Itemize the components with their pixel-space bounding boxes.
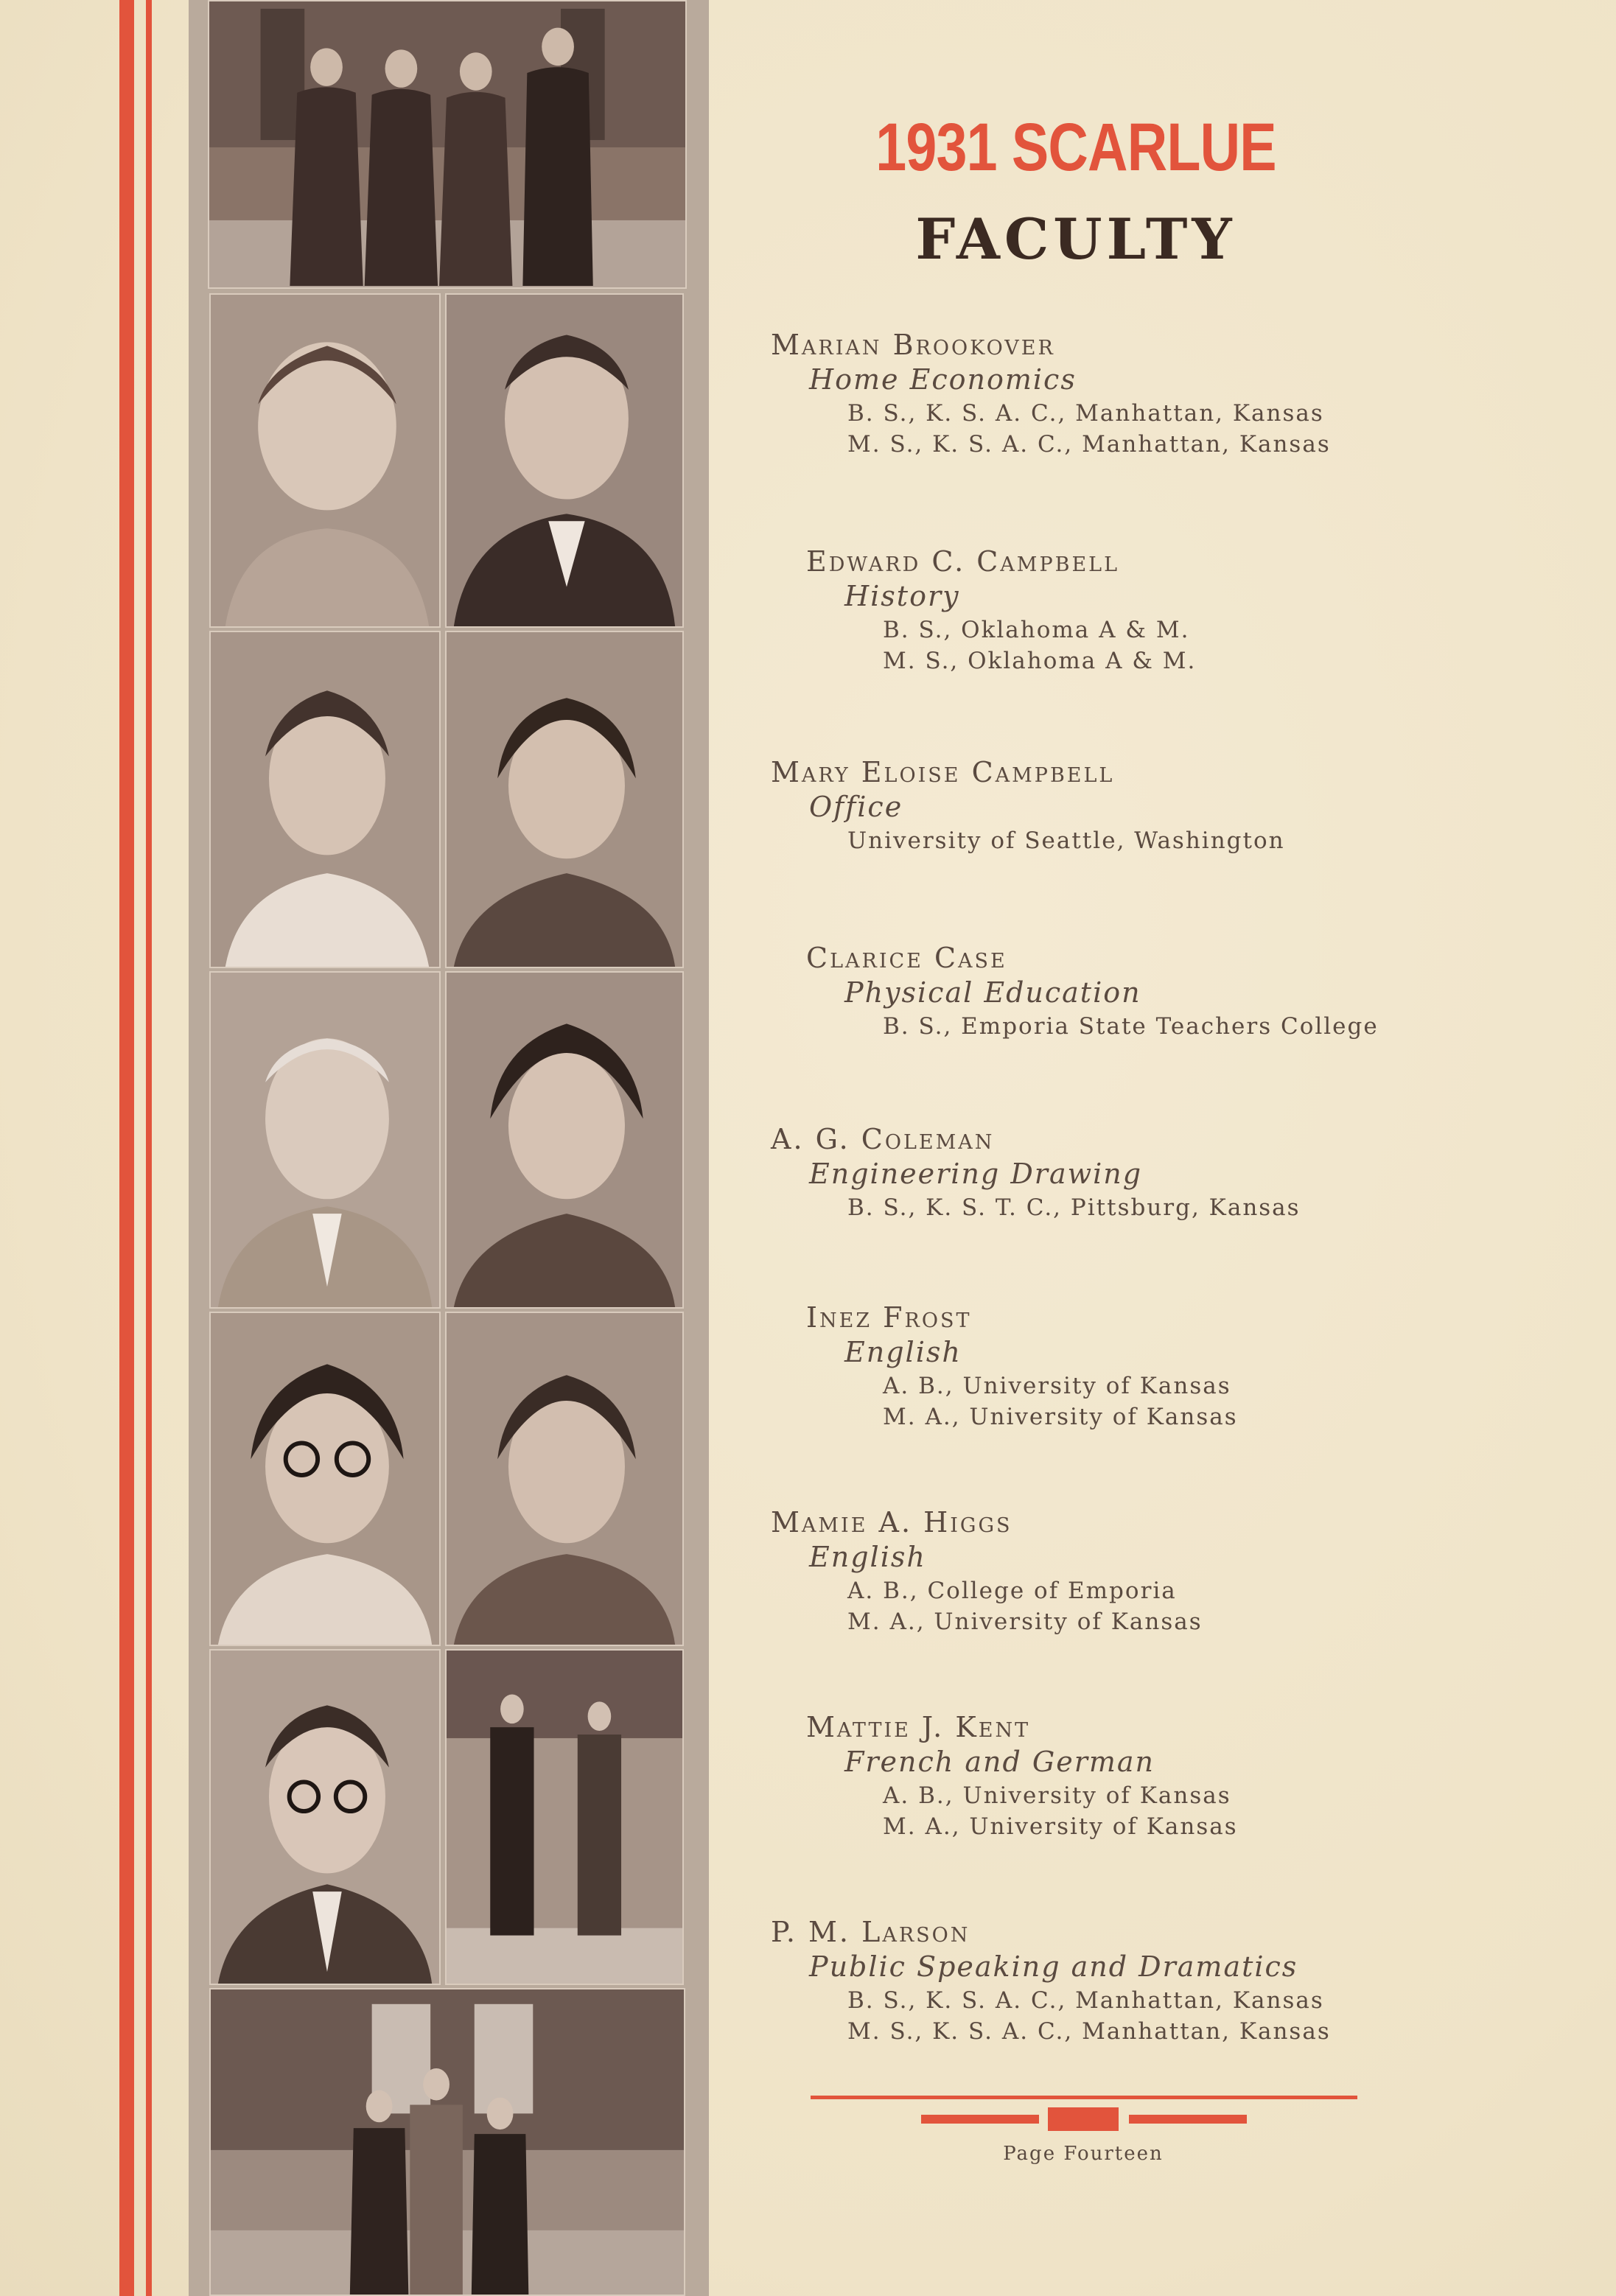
faculty-degree: University of Seattle, Washington <box>847 827 1285 854</box>
faculty-name: Inez Frost <box>806 1301 972 1334</box>
faculty-entry <box>771 1916 1331 2047</box>
faculty-name: Marian Brookover <box>771 329 1055 361</box>
faculty-entry <box>806 942 1379 1042</box>
faculty-subject: Engineering Drawing <box>809 1158 1143 1190</box>
group-photo-top <box>208 0 687 289</box>
faculty-name: Clarice Case <box>806 942 1007 974</box>
faculty-subject: Physical Education <box>844 976 1141 1009</box>
faculty-entry <box>771 1506 1203 1637</box>
portrait-larson <box>209 1649 441 1985</box>
section-title: FACULTY <box>915 206 1237 272</box>
pair-photo <box>445 1649 684 1985</box>
red-stripe-thin <box>146 0 152 2296</box>
faculty-name: P. M. Larson <box>771 1916 970 1948</box>
faculty-degree: M. S., Oklahoma A & M. <box>883 648 1197 674</box>
photo-column <box>189 0 709 2296</box>
faculty-entry <box>806 545 1196 676</box>
faculty-subject: History <box>844 580 960 612</box>
portrait-e-campbell <box>445 293 684 628</box>
faculty-subject: English <box>844 1336 962 1368</box>
faculty-degree: B. S., Emporia State Teachers College <box>883 1013 1379 1040</box>
faculty-subject: English <box>809 1541 926 1573</box>
faculty-degree: B. S., K. S. A. C., Manhattan, Kansas <box>847 1987 1324 2014</box>
footer-rule <box>811 2096 1357 2099</box>
yearbook-title: 1931 SCARLUE <box>875 110 1276 185</box>
faculty-degree: B. S., Oklahoma A & M. <box>883 617 1190 643</box>
portrait-case <box>445 631 684 968</box>
footer-ornament-center <box>1048 2107 1119 2131</box>
faculty-entry <box>806 1301 1238 1432</box>
faculty-degree: A. B., College of Emporia <box>847 1578 1177 1604</box>
faculty-degree: M. A., University of Kansas <box>883 1813 1238 1840</box>
portrait-frost <box>445 971 684 1309</box>
faculty-name: Edward C. Campbell <box>806 545 1120 578</box>
faculty-degree: M. A., University of Kansas <box>883 1404 1238 1430</box>
portrait-higgs <box>209 1312 441 1646</box>
faculty-entry <box>771 329 1331 460</box>
faculty-subject: Home Economics <box>809 363 1077 396</box>
faculty-name: A. G. Coleman <box>771 1123 995 1155</box>
red-stripe-thick <box>119 0 134 2296</box>
faculty-subject: Office <box>809 791 903 823</box>
faculty-degree: A. B., University of Kansas <box>883 1373 1231 1399</box>
portrait-coleman <box>209 971 441 1309</box>
faculty-degree: M. S., K. S. A. C., Manhattan, Kansas <box>847 2018 1331 2045</box>
footer-ornament-right <box>1129 2115 1247 2124</box>
faculty-degree: B. S., K. S. T. C., Pittsburg, Kansas <box>847 1194 1301 1221</box>
faculty-degree: B. S., K. S. A. C., Manhattan, Kansas <box>847 400 1324 427</box>
footer-ornament-left <box>921 2115 1039 2124</box>
faculty-degree: M. S., K. S. A. C., Manhattan, Kansas <box>847 431 1331 458</box>
faculty-name: Mamie A. Higgs <box>771 1506 1012 1539</box>
faculty-subject: Public Speaking and Dramatics <box>809 1950 1298 1983</box>
faculty-entry <box>806 1711 1238 1842</box>
portrait-brookover <box>209 293 441 628</box>
faculty-name: Mary Eloise Campbell <box>771 756 1115 788</box>
group-photo-bottom <box>209 1988 685 2296</box>
portrait-m-campbell <box>209 631 441 968</box>
faculty-entry <box>771 1123 1301 1223</box>
faculty-name: Mattie J. Kent <box>806 1711 1031 1743</box>
faculty-degree: A. B., University of Kansas <box>883 1782 1231 1809</box>
faculty-entry <box>771 756 1285 856</box>
faculty-subject: French and German <box>844 1746 1155 1778</box>
faculty-degree: M. A., University of Kansas <box>847 1609 1203 1635</box>
portrait-kent <box>445 1312 684 1646</box>
page-number: Page Fourteen <box>1003 2143 1164 2165</box>
